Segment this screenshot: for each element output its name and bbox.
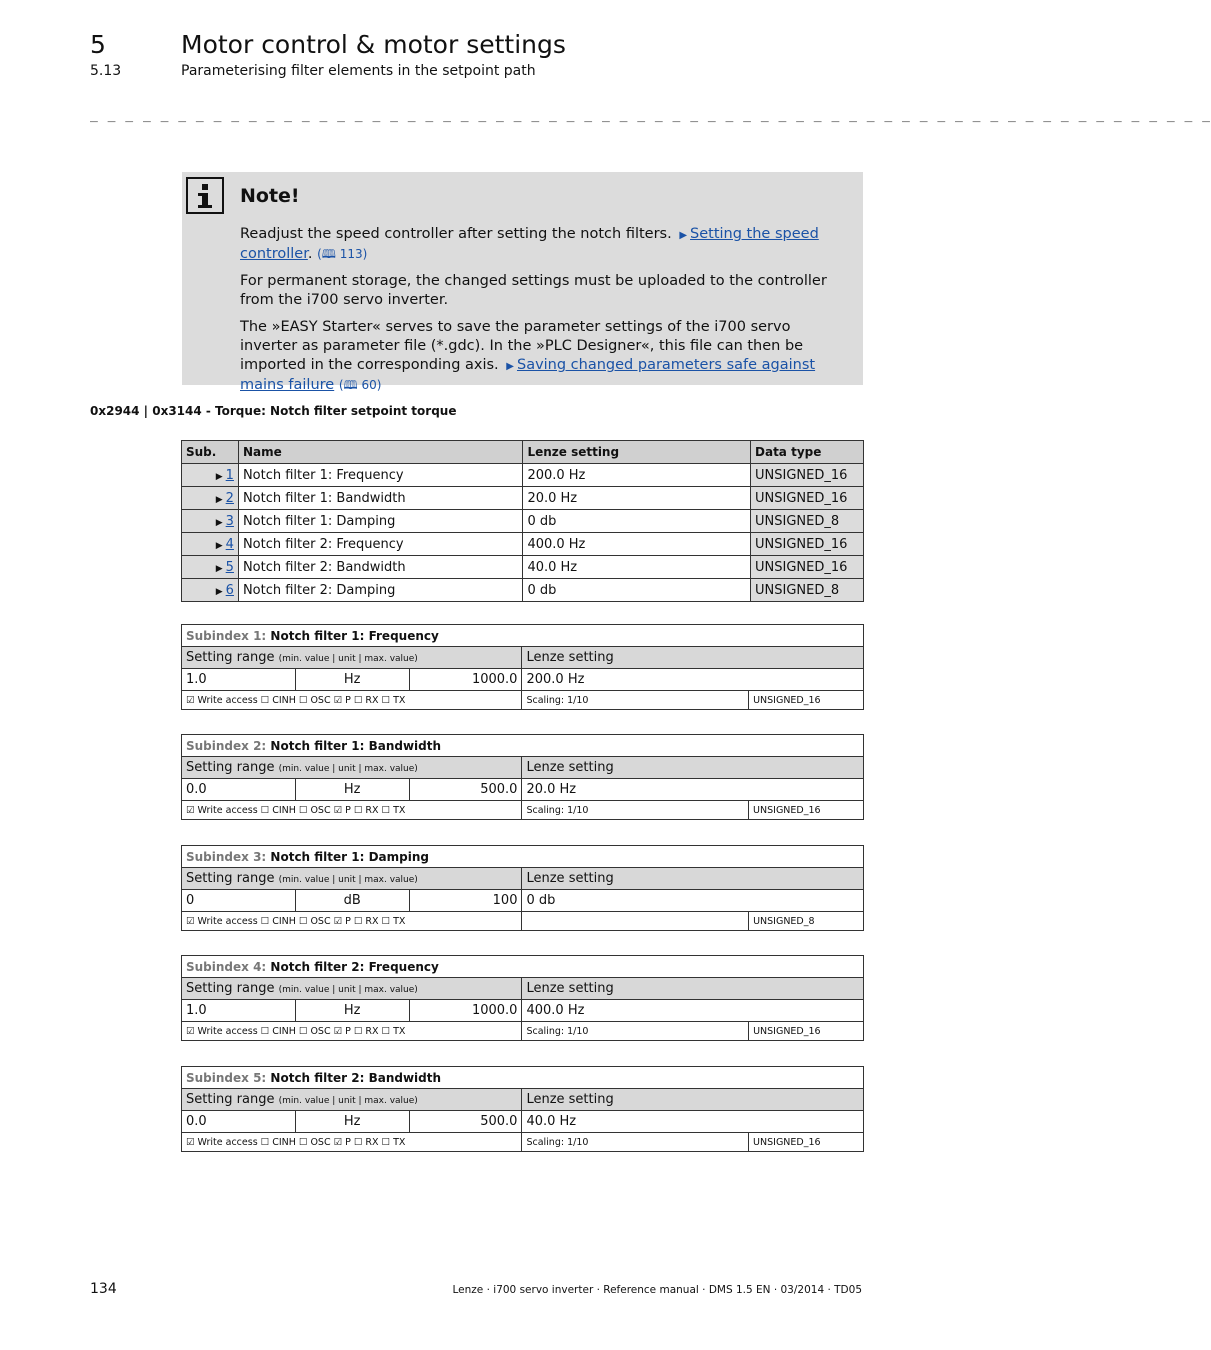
subindex-title-row xyxy=(182,846,864,868)
lenze-cell: 40.0 Hz xyxy=(523,556,751,579)
triangle-right-icon: ▶ xyxy=(215,517,223,528)
note-body xyxy=(240,225,840,403)
type-cell: UNSIGNED_8 xyxy=(751,579,864,602)
subindex-detail-table xyxy=(181,624,864,710)
subindex-label: Subindex 1: xyxy=(186,628,267,643)
flags-row xyxy=(182,1133,864,1152)
sub-cell xyxy=(182,487,239,510)
lenze-cell: 400.0 Hz xyxy=(523,533,751,556)
section-title: Parameterising filter elements in the setpoint path xyxy=(181,63,536,79)
lenze-value: 400.0 Hz xyxy=(522,1000,864,1022)
sub-cell xyxy=(182,464,239,487)
min-value: 0.0 xyxy=(182,779,296,801)
lenze-value: 40.0 Hz xyxy=(522,1111,864,1133)
subindex-detail-table xyxy=(181,1066,864,1152)
link-arrow-icon: ▶ xyxy=(679,230,688,241)
value-row xyxy=(182,779,864,801)
min-value: 1.0 xyxy=(182,1000,296,1022)
header-separator: _ _ _ _ _ _ _ _ _ _ _ _ _ _ _ _ _ _ _ _ _ _ _ _ _ _ _ _ _ _ _ _ _ _ _ _ _ _ _ _ _ _ _ _ _ _ _ _ _ _ _ _ _ _ _ _ _ _ _ _ _ _ _ _ xyxy=(90,108,1211,123)
value-row xyxy=(182,669,864,691)
data-type: UNSIGNED_16 xyxy=(749,691,864,710)
subindex-title: Notch filter 1: Frequency xyxy=(270,628,439,643)
subindex-label: Subindex 3: xyxy=(186,849,267,864)
setting-range-row: Setting range (min. value | unit | max. value) Lenze setting xyxy=(182,978,864,1000)
access-flags: ☑ Write access ☐ CINH ☐ OSC ☑ P ☐ RX ☐ TX xyxy=(182,1133,522,1152)
unit: Hz xyxy=(295,1111,409,1133)
triangle-right-icon: ▶ xyxy=(215,494,223,505)
scaling: Scaling: 1/10 xyxy=(522,801,749,820)
lenze-cell: 0 db xyxy=(523,579,751,602)
table-row xyxy=(182,556,864,579)
data-type: UNSIGNED_16 xyxy=(749,801,864,820)
setting-range-row: Setting range (min. value | unit | max. value) Lenze setting xyxy=(182,1089,864,1111)
subindex-detail-table xyxy=(181,845,864,931)
chapter-number: 5 xyxy=(90,30,106,59)
subindex-link[interactable]: 1 xyxy=(225,467,234,483)
column-header: Name xyxy=(238,441,522,464)
table-row xyxy=(182,579,864,602)
triangle-right-icon: ▶ xyxy=(215,540,223,551)
page-ref[interactable]: (🕮 60) xyxy=(338,378,382,392)
note-box xyxy=(182,172,863,393)
subindex-label: Subindex 4: xyxy=(186,959,267,974)
subindex-title-row xyxy=(182,956,864,978)
subindex-label: Subindex 2: xyxy=(186,738,267,753)
link-setting-speed-controller[interactable]: Setting the speed controller xyxy=(240,226,819,262)
note-title: Note! xyxy=(240,185,300,207)
setting-range-row: Setting range (min. value | unit | max. value) Lenze setting xyxy=(182,868,864,890)
flags-row xyxy=(182,912,864,931)
table-header-row xyxy=(182,441,864,464)
data-type: UNSIGNED_16 xyxy=(749,1133,864,1152)
scaling: Scaling: 1/10 xyxy=(522,691,749,710)
lenze-value: 0 db xyxy=(522,890,864,912)
subindex-title: Notch filter 2: Frequency xyxy=(270,959,439,974)
name-cell: Notch filter 2: Frequency xyxy=(238,533,522,556)
type-cell: UNSIGNED_16 xyxy=(751,533,864,556)
note-paragraph-1: Readjust the speed controller after setting the notch filters. ▶ Setting the speed controller. (🕮 113) xyxy=(240,226,819,262)
subindex-title-row xyxy=(182,625,864,647)
triangle-right-icon: ▶ xyxy=(215,586,223,597)
value-row xyxy=(182,890,864,912)
name-cell: Notch filter 1: Bandwidth xyxy=(238,487,522,510)
subindex-title: Notch filter 2: Bandwidth xyxy=(270,1070,442,1085)
setting-range-row: Setting range (min. value | unit | max. value) Lenze setting xyxy=(182,647,864,669)
subindex-link[interactable]: 5 xyxy=(225,559,234,575)
lenze-cell: 0 db xyxy=(523,510,751,533)
footer-text: Lenze · i700 servo inverter · Reference manual · DMS 1.5 EN · 03/2014 · TD05 xyxy=(452,1284,862,1296)
data-type: UNSIGNED_8 xyxy=(749,912,864,931)
setting-range-row: Setting range (min. value | unit | max. value) Lenze setting xyxy=(182,757,864,779)
chapter-title: Motor control & motor settings xyxy=(181,30,566,59)
sub-cell xyxy=(182,533,239,556)
subindex-link[interactable]: 6 xyxy=(225,582,234,598)
subindex-label: Subindex 5: xyxy=(186,1070,267,1085)
unit: dB xyxy=(295,890,409,912)
scaling: Scaling: 1/10 xyxy=(522,1133,749,1152)
subindex-link[interactable]: 4 xyxy=(225,536,234,552)
subindex-link[interactable]: 3 xyxy=(225,513,234,529)
column-header: Data type xyxy=(751,441,864,464)
lenze-cell: 20.0 Hz xyxy=(523,487,751,510)
subindex-title: Notch filter 1: Damping xyxy=(270,849,429,864)
sub-cell xyxy=(182,510,239,533)
note-paragraph-2: For permanent storage, the changed settings must be uploaded to the controller from the i700 servo inverter. xyxy=(240,273,827,308)
parameter-heading: 0x2944 | 0x3144 - Torque: Notch filter setpoint torque xyxy=(90,404,457,418)
access-flags: ☑ Write access ☐ CINH ☐ OSC ☑ P ☐ RX ☐ TX xyxy=(182,912,522,931)
scaling xyxy=(522,912,749,931)
subindex-title: Notch filter 1: Bandwidth xyxy=(270,738,442,753)
type-cell: UNSIGNED_16 xyxy=(751,464,864,487)
max-value: 1000.0 xyxy=(409,1000,522,1022)
value-row xyxy=(182,1111,864,1133)
name-cell: Notch filter 2: Bandwidth xyxy=(238,556,522,579)
table-row xyxy=(182,533,864,556)
link-arrow-icon: ▶ xyxy=(506,361,514,372)
page-ref[interactable]: (🕮 113) xyxy=(317,247,368,261)
info-icon xyxy=(186,177,224,214)
access-flags: ☑ Write access ☐ CINH ☐ OSC ☑ P ☐ RX ☐ TX xyxy=(182,691,522,710)
flags-row xyxy=(182,801,864,820)
column-header: Sub. xyxy=(182,441,239,464)
name-cell: Notch filter 1: Damping xyxy=(238,510,522,533)
sub-cell xyxy=(182,556,239,579)
subindex-detail-table xyxy=(181,734,864,820)
table-row xyxy=(182,464,864,487)
subindex-title-row xyxy=(182,1067,864,1089)
triangle-right-icon: ▶ xyxy=(215,563,223,574)
lenze-cell: 200.0 Hz xyxy=(523,464,751,487)
page-number: 134 xyxy=(90,1281,117,1297)
unit: Hz xyxy=(295,669,409,691)
type-cell: UNSIGNED_16 xyxy=(751,487,864,510)
min-value: 0 xyxy=(182,890,296,912)
data-type: UNSIGNED_16 xyxy=(749,1022,864,1041)
triangle-right-icon: ▶ xyxy=(215,471,223,482)
flags-row xyxy=(182,1022,864,1041)
sub-cell xyxy=(182,579,239,602)
lenze-value: 200.0 Hz xyxy=(522,669,864,691)
flags-row xyxy=(182,691,864,710)
value-row xyxy=(182,1000,864,1022)
min-value: 0.0 xyxy=(182,1111,296,1133)
subindex-link[interactable]: 2 xyxy=(225,490,234,506)
note-paragraph-3: The »EASY Starter« serves to save the parameter settings of the i700 servo inverter as parameter file (*.gdc). In the »PLC Designer«, this file can then be imported in the corresponding axis. ▶ Saving changed parameters safe against mains failure (🕮 60) xyxy=(240,319,816,393)
book-icon: 🕮 xyxy=(343,378,358,392)
subindex-detail-table xyxy=(181,955,864,1041)
type-cell: UNSIGNED_8 xyxy=(751,510,864,533)
subindex-overview-table xyxy=(181,440,864,602)
type-cell: UNSIGNED_16 xyxy=(751,556,864,579)
table-row xyxy=(182,487,864,510)
access-flags: ☑ Write access ☐ CINH ☐ OSC ☑ P ☐ RX ☐ TX xyxy=(182,801,522,820)
unit: Hz xyxy=(295,779,409,801)
section-number: 5.13 xyxy=(90,63,122,79)
max-value: 1000.0 xyxy=(409,669,522,691)
max-value: 500.0 xyxy=(409,1111,522,1133)
link-saving-parameters[interactable]: Saving changed parameters safe against mains failure xyxy=(240,357,816,393)
book-icon: 🕮 xyxy=(321,247,336,261)
subindex-title-row xyxy=(182,735,864,757)
max-value: 100 xyxy=(409,890,522,912)
name-cell: Notch filter 1: Frequency xyxy=(238,464,522,487)
table-row xyxy=(182,510,864,533)
unit: Hz xyxy=(295,1000,409,1022)
max-value: 500.0 xyxy=(409,779,522,801)
lenze-value: 20.0 Hz xyxy=(522,779,864,801)
name-cell: Notch filter 2: Damping xyxy=(238,579,522,602)
min-value: 1.0 xyxy=(182,669,296,691)
scaling: Scaling: 1/10 xyxy=(522,1022,749,1041)
column-header: Lenze setting xyxy=(523,441,751,464)
access-flags: ☑ Write access ☐ CINH ☐ OSC ☑ P ☐ RX ☐ TX xyxy=(182,1022,522,1041)
